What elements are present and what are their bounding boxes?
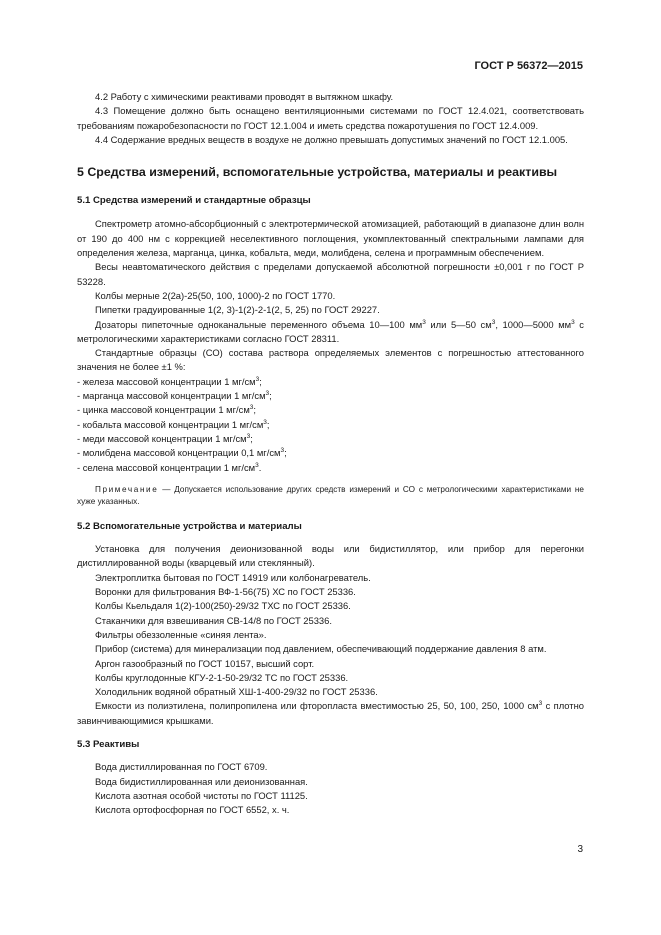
equipment-item: Аргон газообразный по ГОСТ 10157, высший сорт.: [95, 657, 315, 669]
reagent-item: Вода дистиллированная по ГОСТ 6709.: [95, 761, 268, 773]
equipment-item: Воронки для фильтрования ВФ-1-56(75) ХС по ГОСТ 25336.: [95, 586, 356, 598]
equipment-item: Фильтры обеззоленные «синяя лента».: [95, 628, 267, 640]
clause-4-3: 4.3 Помещение должно быть оснащено вентиляционными системами по ГОСТ 12.4.021, соответствовать требованиям пожаробезопасности по ГОСТ 12.1.004 и иметь средства пожаротушения по ГОСТ 12.4.009.: [77, 105, 584, 131]
clause-4-2: 4.2 Работу с химическими реактивами проводят в вытяжном шкафу.: [95, 91, 394, 102]
standard-selenium: - селена массовой концентрации 1 $мг/см^3$.: [77, 461, 262, 473]
section-5-title: 5 Средства измерений, вспомогательные устройства, материалы и реактивы: [77, 165, 558, 180]
page-content: [77, 90, 584, 817]
reference-standards-intro: Стандартные образцы (СО) состава раствора определяемых элементов с погрешностью аттестованного значения не более ±1 %:: [77, 347, 584, 373]
subsection-5-3-title: 5.3 Реактивы: [77, 738, 140, 750]
standard-manganese: - марганца массовой концентрации 1 $мг/см^3$;: [77, 390, 272, 402]
reagent-item: Кислота ортофосфорная по ГОСТ 6552, х. ч.: [95, 804, 290, 816]
standard-zinc: - цинка массовой концентрации 1 $мг/см^3$;: [77, 404, 256, 416]
scales-item: Весы неавтоматического действия с пределами допускаемой абсолютной погрешности ±0,001 г по ГОСТ Р 53228.: [77, 261, 584, 287]
equipment-item: Колбы круглодонные КГУ-2-1-50-29/32 ТС по ГОСТ 25336.: [95, 671, 349, 683]
containers-item: Емкости из полиэтилена, полипропилена или фторопласта вместимостью 25, 50, 100, 250, 1000 $см^3$ с плотно завинчивающимися крышками.: [77, 700, 584, 726]
subsection-5-2-title: 5.2 Вспомогательные устройства и материалы: [77, 520, 302, 532]
note: [77, 484, 584, 508]
subsection-5-1-title: 5.1 Средства измерений и стандартные образцы: [77, 195, 311, 207]
spectrometer-item: Спектрометр атомно-абсорбционный с электротермической атомизацией, работающий в диапазоне длин волн от 190 до 400 нм с коррекцией неселективного поглощения, укомплектованный спектральными лампами для определения железа, марганца, цинка, кобальта, меди, молибдена, селена и программным обеспечением.: [77, 218, 584, 259]
standard-cobalt: - кобальта массовой концентрации 1 $мг/см^3$;: [77, 418, 270, 430]
reagent-item: Кислота азотная особой чистоты по ГОСТ 11125.: [95, 789, 308, 801]
standard-copper: - меди массовой концентрации 1 $мг/см^3$;: [77, 432, 253, 444]
clause-4-4: 4.4 Содержание вредных веществ в воздухе не должно превышать допустимых значений по ГОСТ 12.1.005.: [95, 133, 568, 145]
equipment-item: Прибор (система) для минерализации под давлением, обеспечивающий поддержание давления 8 атм.: [95, 643, 547, 655]
equipment-item: Электроплитка бытовая по ГОСТ 14919 или колбонагреватель.: [95, 571, 371, 583]
equipment-item: Колбы Кьельдаля 1(2)-100(250)-29/32 ТХС по ГОСТ 25336.: [95, 600, 351, 612]
dispensers-item: Дозаторы пипеточные одноканальные переменного объема 10—100 $мм^3$ или 5—50 $см^3$, 1000—5000 $мм^3$ с метрологическими характеристиками согласно ГОСТ 28311.: [77, 318, 584, 344]
page-number: 3: [577, 844, 583, 855]
pipettes-item: Пипетки градуированные 1(2, 3)-1(2)-2-1(2, 5, 25) по ГОСТ 29227.: [95, 304, 380, 316]
reagent-item: Вода бидистиллированная или деионизованная.: [95, 775, 308, 787]
equipment-item: Холодильник водяной обратный ХШ-1-400-29/32 по ГОСТ 25336.: [95, 686, 378, 698]
flasks-item: Колбы мерные 2(2а)-25(50, 100, 1000)-2 по ГОСТ 1770.: [95, 289, 336, 301]
equipment-item: Стаканчики для взвешивания СВ-14/8 по ГОСТ 25336.: [95, 614, 332, 626]
standard-iron: - железа массовой концентрации 1 $мг/см^3$;: [77, 375, 262, 387]
note-label: Примечание: [95, 484, 159, 494]
standard-molybdenum: - молибдена массовой концентрации 0,1 $мг/см^3$;: [77, 447, 287, 459]
note-text: — Допускается использование других средств измерений и СО с метрологическими характеристиками не хуже указанных.: [77, 484, 584, 506]
equipment-item: Установка для получения деионизованной воды или бидистиллятор, или прибор для перегонки дистиллированной воды (кварцевый или стеклянный).: [77, 543, 584, 569]
standard-code: ГОСТ Р 56372—2015: [474, 60, 583, 72]
